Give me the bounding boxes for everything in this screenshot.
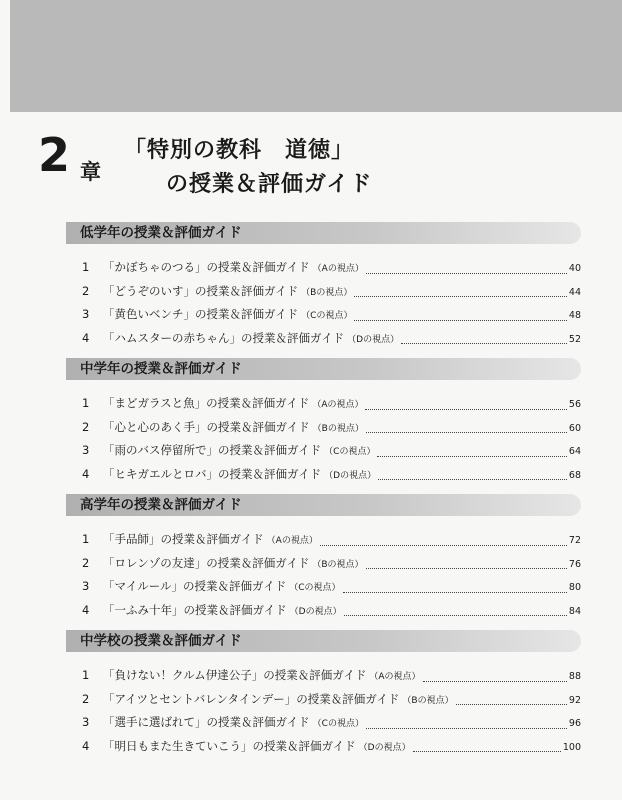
entry-title: 「どうぞのいす」の授業＆評価ガイド <box>103 283 299 298</box>
dot-leader <box>377 455 566 457</box>
entry-viewpoint: （Bの視点） <box>312 559 364 570</box>
entry-title: 「手品師」の授業＆評価ガイド <box>103 532 264 546</box>
entry-viewpoint: （Cの視点） <box>289 583 341 593</box>
section-heading: 高学年の授業＆評価ガイド <box>66 494 581 516</box>
entry-number: 2 <box>82 555 90 570</box>
entry-title: 「マイルール」の授業＆評価ガイド <box>103 579 287 593</box>
toc-entry[interactable] <box>82 714 581 738</box>
dot-leader <box>413 750 561 752</box>
dot-leader <box>366 272 567 274</box>
entry-viewpoint: （Dの視点） <box>358 742 411 753</box>
header-band <box>10 0 622 112</box>
entry-number: 4 <box>82 466 90 481</box>
dot-leader <box>456 703 567 705</box>
dot-leader <box>320 544 567 546</box>
entry-number: 4 <box>82 330 90 345</box>
entry-viewpoint: （Aの視点） <box>369 672 421 682</box>
entry-page: 100 <box>562 741 581 753</box>
entry-number: 4 <box>82 738 90 753</box>
section-heading: 中学年の授業＆評価ガイド <box>66 358 581 380</box>
toc-entry[interactable] <box>82 442 581 466</box>
entry-viewpoint: （Dの視点） <box>289 606 342 617</box>
entry-number: 1 <box>82 396 90 410</box>
entry-page: 44 <box>568 286 581 298</box>
dot-leader <box>343 591 567 593</box>
entry-page: 76 <box>568 558 581 570</box>
entry-number: 2 <box>82 691 90 706</box>
toc-section <box>66 222 581 353</box>
chapter-suffix: 章 <box>80 160 101 184</box>
entry-number: 1 <box>82 260 90 274</box>
dot-leader <box>365 408 566 410</box>
entry-number: 3 <box>82 307 90 321</box>
toc-entry[interactable] <box>82 419 581 443</box>
toc-entry[interactable] <box>82 578 581 602</box>
entry-title: 「黄色いベンチ」の授業＆評価ガイド <box>103 307 299 321</box>
entry-title: 「雨のバス停留所で」の授業＆評価ガイド <box>103 443 322 457</box>
entry-page: 92 <box>568 694 581 706</box>
entry-page: 64 <box>568 446 581 457</box>
entry-page: 48 <box>568 310 581 321</box>
toc-section <box>66 630 581 761</box>
chapter-title-line-2: の授業＆評価ガイド <box>166 172 373 197</box>
dot-leader <box>378 478 567 480</box>
dot-leader <box>354 319 566 321</box>
entry-viewpoint: （Bの視点） <box>301 287 353 298</box>
dot-leader <box>366 567 567 569</box>
toc-entry[interactable] <box>82 667 581 691</box>
toc-entry[interactable] <box>82 531 581 555</box>
dot-leader <box>354 295 567 297</box>
chapter-number: 2 <box>38 128 71 182</box>
section-heading: 低学年の授業＆評価ガイド <box>66 222 581 244</box>
entry-viewpoint: （Dの視点） <box>347 334 400 345</box>
toc-entry[interactable] <box>82 330 581 354</box>
entry-viewpoint: （Cの視点） <box>312 719 364 729</box>
entry-page: 40 <box>568 263 581 274</box>
toc-entry[interactable] <box>82 259 581 283</box>
entry-number: 2 <box>82 419 90 434</box>
dot-leader <box>344 614 567 616</box>
entry-number: 4 <box>82 602 90 617</box>
toc-entry[interactable] <box>82 555 581 579</box>
toc-entry[interactable] <box>82 738 581 762</box>
dot-leader <box>423 680 567 682</box>
entry-page: 96 <box>568 718 581 729</box>
entry-number: 3 <box>82 579 90 593</box>
toc-entry[interactable] <box>82 602 581 626</box>
entry-title: 「ヒキガエルとロバ」の授業＆評価ガイド <box>103 466 322 481</box>
entry-title: 「ハムスターの赤ちゃん」の授業＆評価ガイド <box>103 330 345 345</box>
entry-title: 「まどガラスと魚」の授業＆評価ガイド <box>103 396 310 410</box>
section-heading: 中学校の授業＆評価ガイド <box>66 630 581 652</box>
entry-page: 88 <box>568 671 581 682</box>
entry-viewpoint: （Bの視点） <box>312 423 364 434</box>
dot-leader <box>366 431 567 433</box>
entry-page: 60 <box>568 422 581 434</box>
toc-entry[interactable] <box>82 283 581 307</box>
entry-number: 1 <box>82 532 90 546</box>
entry-title: 「ロレンゾの友達」の授業＆評価ガイド <box>103 555 310 570</box>
entry-title: 「選手に選ばれて」の授業＆評価ガイド <box>103 715 310 729</box>
entry-number: 3 <box>82 443 90 457</box>
entry-viewpoint: （Aの視点） <box>312 400 364 410</box>
entry-page: 72 <box>568 535 581 546</box>
entry-viewpoint: （Dの視点） <box>324 470 377 481</box>
entry-viewpoint: （Cの視点） <box>301 311 353 321</box>
chapter-title-line-1: 「特別の教科 道徳」 <box>124 138 355 163</box>
entry-viewpoint: （Aの視点） <box>312 264 364 274</box>
entry-number: 1 <box>82 668 90 682</box>
entry-viewpoint: （Aの視点） <box>266 536 318 546</box>
entry-page: 52 <box>568 333 581 345</box>
dot-leader <box>401 342 567 344</box>
entry-number: 3 <box>82 715 90 729</box>
entry-page: 56 <box>568 399 581 410</box>
toc-entry[interactable] <box>82 306 581 330</box>
entry-viewpoint: （Bの視点） <box>402 695 454 706</box>
entry-title: 「アイツとセントバレンタインデー」の授業＆評価ガイド <box>103 691 400 706</box>
entry-title: 「一ふみ十年」の授業＆評価ガイド <box>103 602 287 617</box>
entry-title: 「明日もまた生きていこう」の授業＆評価ガイド <box>103 738 356 753</box>
toc-section <box>66 358 581 489</box>
entry-title: 「かぼちゃのつる」の授業＆評価ガイド <box>103 260 310 274</box>
toc-entry[interactable] <box>82 395 581 419</box>
toc-section <box>66 494 581 625</box>
entry-title: 「心と心のあく手」の授業＆評価ガイド <box>103 419 310 434</box>
entry-page: 80 <box>568 582 581 593</box>
entry-viewpoint: （Cの視点） <box>324 447 376 457</box>
entry-page: 68 <box>568 469 581 481</box>
entry-number: 2 <box>82 283 90 298</box>
dot-leader <box>366 727 567 729</box>
toc-entry[interactable] <box>82 466 581 490</box>
entry-title: 「負けない！クルム伊達公子」の授業＆評価ガイド <box>103 668 367 682</box>
entry-page: 84 <box>568 605 581 617</box>
toc-entry[interactable] <box>82 691 581 715</box>
